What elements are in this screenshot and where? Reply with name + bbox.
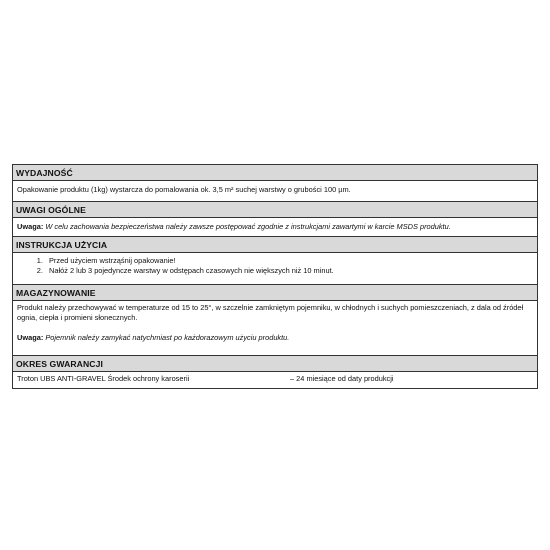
storage-note	[17, 333, 533, 343]
section-yield	[13, 165, 537, 202]
section-body-warranty	[13, 372, 537, 388]
instruction-step: 2. Nałóż 2 lub 3 pojedyncze warstwy w odstępach czasowych nie większych niż 10 minut.	[45, 266, 533, 276]
section-body-storage	[13, 301, 537, 356]
section-general	[13, 202, 537, 237]
section-instructions	[13, 237, 537, 285]
section-header-general: UWAGI OGÓLNE	[13, 202, 537, 218]
instruction-steps	[17, 256, 533, 276]
section-body-yield: Opakowanie produktu (1kg) wystarcza do pomalowania ok. 3,5 m² suchej warstwy o grubości 100 µm.	[13, 181, 537, 202]
product-info-table	[12, 164, 538, 389]
warranty-product: Troton UBS ANTI-GRAVEL Środek ochrony karoserii	[17, 374, 190, 383]
note-text: Pojemnik należy zamykać natychmiast po każdorazowym użyciu produktu.	[43, 333, 290, 342]
storage-text: Produkt należy przechowywać w temperaturze od 15 to 25°, w szczelnie zamkniętym pojemniku, w chłodnych i suchych pomieszczeniach, z dala od źródeł ognia, ciepła i promieni słonecznych.	[17, 303, 524, 322]
section-header-warranty: OKRES GWARANCJI	[13, 356, 537, 372]
section-header-storage: MAGAZYNOWANIE	[13, 285, 537, 301]
warranty-row	[17, 374, 533, 384]
instruction-step: 1. Przed użyciem wstrząśnij opakowanie!	[45, 256, 533, 266]
section-storage	[13, 285, 537, 356]
section-warranty	[13, 356, 537, 388]
note-label: Uwaga:	[17, 222, 44, 231]
section-body-instructions	[13, 253, 537, 285]
section-header-yield: WYDAJNOŚĆ	[13, 165, 537, 181]
warranty-period: – 24 miesiące od daty produkcji	[290, 374, 394, 383]
section-body-general	[13, 218, 537, 237]
note-label: Uwaga:	[17, 333, 44, 342]
note-text: W celu zachowania bezpieczeństwa należy zawsze postępować zgodnie z instrukcjami zawartymi w karcie MSDS produktu.	[43, 222, 451, 231]
section-header-instructions: INSTRUKCJA UŻYCIA	[13, 237, 537, 253]
